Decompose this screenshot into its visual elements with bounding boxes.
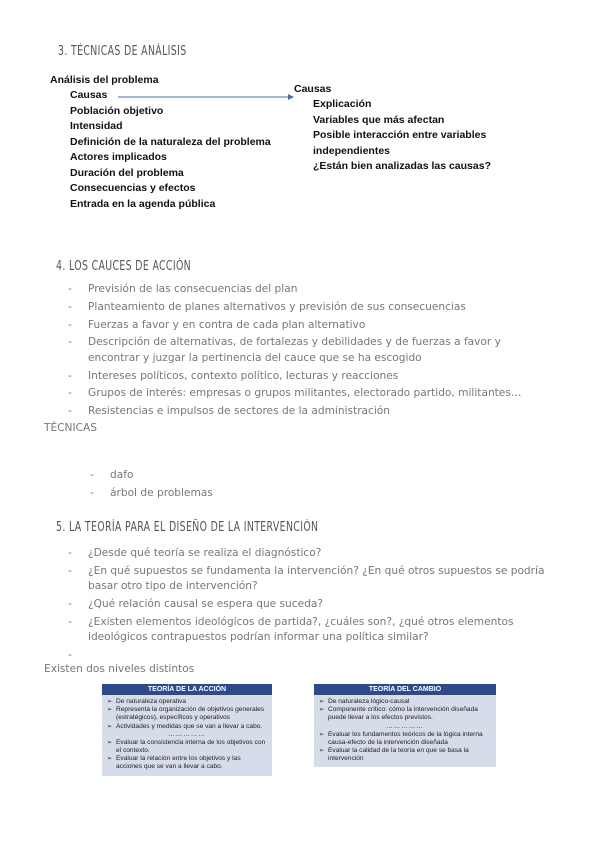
list-item: - Previsión de las consecuencias del plan [68,282,548,298]
box-item: ➢ Evaluar la relación entre los objetivos y las acciones que se van a llevar a cabo. [107,755,267,771]
list-item: - Planteamiento de planes alternativos y previsión de sus consecuencias [68,300,548,316]
list-item: - ¿Qué relación causal se espera que suceda? [68,597,558,613]
section-4-heading: 4. LOS CAUCES DE ACCIÓN [56,259,192,274]
levels-text: Existen dos niveles distintos [44,663,195,675]
box-title: TEORÍA DE LA ACCIÓN [102,684,272,695]
box-title: TEORÍA DEL CAMBIO [314,684,496,695]
box-body [102,695,272,776]
section-4-list [68,282,548,422]
problem-item: Actores implicados [70,151,167,163]
list-item: - ¿Existen elementos ideológicos de partida?, ¿cuáles son?, ¿qué otros elementos ideológicos contrapuestos podrían informar una política similar? [68,615,558,646]
problem-item: Intensidad [70,120,123,132]
problem-list [70,88,271,212]
list-item: - Grupos de interés: empresas o grupos militantes, electorado partido, militantes… [68,386,548,402]
problem-item: Definición de la naturaleza del problema [70,135,271,148]
list-item: - ¿En qué supuestos se fundamenta la intervención? ¿En qué otros supuestos se podría basar otro tipo de intervención? [68,564,558,595]
problem-item: Causas [70,89,108,101]
list-item: - ¿Desde qué teoría se realiza el diagnóstico? [68,546,558,562]
problem-item: Duración del problema [70,166,184,179]
causes-item: Explicación [313,98,372,110]
box-item: ➢ Representa la organización de objetivos generales (estratégicos), específicos y operativos [107,706,267,722]
box-separator: …………… [168,730,206,738]
causes-item: ¿Están bien analizadas las causas? [313,160,491,172]
causes-arrow [118,92,294,102]
box-item: ➢ De naturaleza lógico-causal [319,698,491,706]
causes-item: independientes [313,144,391,157]
list-item: - Resistencias e impulsos de sectores de la administración [68,404,548,420]
technique-item: - árbol de problemas [90,486,290,502]
problem-item: Entrada en la agenda pública [70,197,216,210]
box-separator: …………… [386,722,424,730]
analysis-title: Análisis del problema [50,74,159,86]
box-item: ➢ Evaluar los fundamentos teóricos de la lógica interna causa-efecto de la intervención diseñada [319,731,491,747]
list-item: - Fuerzas a favor y en contra de cada plan alternativo [68,318,548,334]
causes-title: Causas [294,83,332,95]
box-item: ➢ De naturaleza operativa [107,698,267,706]
causes-item: Posible interacción entre variables [313,129,487,141]
problem-item: Consecuencias y efectos [70,182,196,194]
causes-list [313,97,491,175]
list-item [68,648,558,661]
box-body [314,695,496,767]
box-item: ➢ Evaluar la consistencia interna de los objetivos con el contexto. [107,739,267,755]
technique-item: - dafo [90,468,290,484]
problem-item: Población objetivo [70,104,164,117]
list-item: - Descripción de alternativas, de fortalezas y debilidades y de fuerzas a favor y encontrar y juzgar la pertinencia del cauce que se ha escogido [68,335,548,366]
theory-of-change-box [314,684,496,767]
causes-item: Variables que más afectan [313,113,445,126]
techniques-list [90,468,290,504]
section-5-heading: 5. LA TEORÍA PARA EL DISEÑO DE LA INTERVENCIÓN [56,520,319,535]
list-item: - Intereses políticos, contexto político, lecturas y reacciones [68,369,548,385]
box-item: ➢ Actividades y medidas que se van a llevar a cabo. [107,723,267,731]
section-5-list [68,546,558,663]
section-3-heading: 3. TÉCNICAS DE ANÁLISIS [58,44,187,59]
techniques-label: TÉCNICAS [44,422,97,434]
box-item: ➢ Componente crítico: cómo la intervención diseñada puede llevar a los efectos previstos. [319,706,491,722]
box-item: ➢ Evaluar la calidad de la teoría en que se basa la intervención [319,747,491,763]
theory-of-action-box [102,684,272,776]
